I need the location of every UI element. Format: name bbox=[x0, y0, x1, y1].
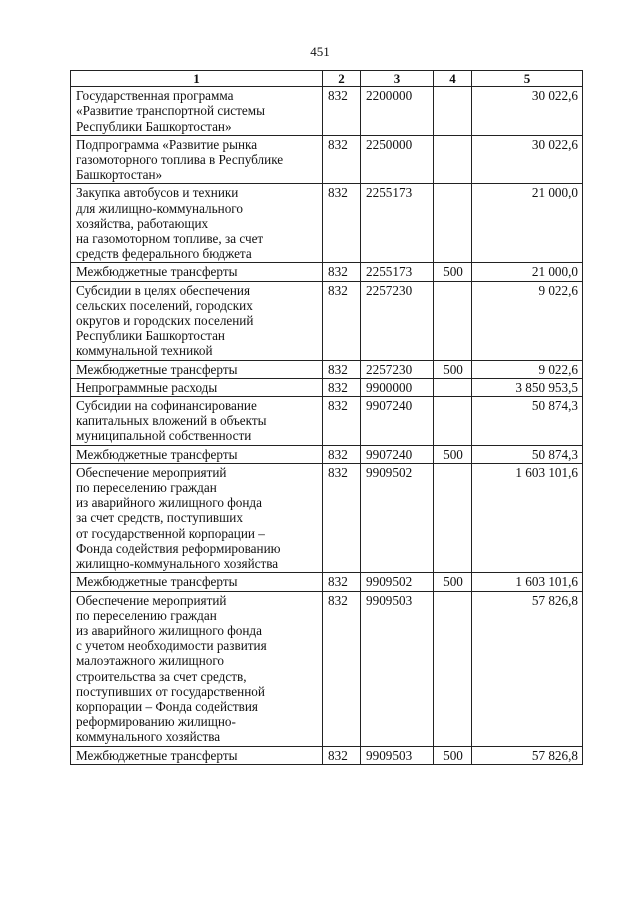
row-code-cell: 832 bbox=[323, 135, 361, 184]
row-target-item-cell: 9909503 bbox=[361, 746, 434, 764]
row-amount-cell: 30 022,6 bbox=[472, 87, 583, 136]
row-target-item-cell: 2250000 bbox=[361, 135, 434, 184]
row-code-cell: 832 bbox=[323, 573, 361, 591]
row-name-cell: Непрограммные расходы bbox=[71, 378, 323, 396]
table-row bbox=[71, 397, 583, 446]
row-expense-type-cell bbox=[434, 281, 472, 360]
row-name-cell: Обеспечение мероприятий по переселению граждан из аварийного жилищного фонда с учетом необходимости развития малоэтажного жилищного строительства за счет средств, поступивших от государственной корпорации – Фонда содействия реформированию жилищно- коммунального хозяйства bbox=[71, 591, 323, 746]
row-target-item-cell: 2255173 bbox=[361, 184, 434, 263]
row-target-item-cell: 2200000 bbox=[361, 87, 434, 136]
row-name-cell: Подпрограмма «Развитие рынка газомоторного топлива в Республике Башкортостан» bbox=[71, 135, 323, 184]
table-row bbox=[71, 135, 583, 184]
table-row bbox=[71, 360, 583, 378]
column-header-2: 2 bbox=[323, 71, 361, 87]
row-expense-type-cell bbox=[434, 397, 472, 446]
table-row bbox=[71, 184, 583, 263]
row-name-cell: Государственная программа «Развитие транспортной системы Республики Башкортостан» bbox=[71, 87, 323, 136]
column-header-4: 4 bbox=[434, 71, 472, 87]
column-header-5: 5 bbox=[472, 71, 583, 87]
table-row bbox=[71, 378, 583, 396]
row-name-cell: Межбюджетные трансферты bbox=[71, 263, 323, 281]
row-amount-cell: 9 022,6 bbox=[472, 360, 583, 378]
row-code-cell: 832 bbox=[323, 463, 361, 572]
row-amount-cell: 30 022,6 bbox=[472, 135, 583, 184]
page-number: 451 bbox=[310, 44, 330, 59]
row-amount-cell: 50 874,3 bbox=[472, 397, 583, 446]
row-code-cell: 832 bbox=[323, 591, 361, 746]
budget-table bbox=[70, 70, 583, 765]
row-target-item-cell: 9909502 bbox=[361, 573, 434, 591]
row-expense-type-cell: 500 bbox=[434, 746, 472, 764]
row-target-item-cell: 9909503 bbox=[361, 591, 434, 746]
row-target-item-cell: 9900000 bbox=[361, 378, 434, 396]
row-target-item-cell: 9907240 bbox=[361, 445, 434, 463]
row-name-cell: Субсидии на софинансирование капитальных вложений в объекты муниципальной собственности bbox=[71, 397, 323, 446]
table-row bbox=[71, 591, 583, 746]
table-row bbox=[71, 746, 583, 764]
row-code-cell: 832 bbox=[323, 263, 361, 281]
row-name-cell: Межбюджетные трансферты bbox=[71, 445, 323, 463]
row-amount-cell: 57 826,8 bbox=[472, 591, 583, 746]
column-header-3: 3 bbox=[361, 71, 434, 87]
row-expense-type-cell bbox=[434, 87, 472, 136]
row-code-cell: 832 bbox=[323, 378, 361, 396]
row-expense-type-cell: 500 bbox=[434, 263, 472, 281]
row-amount-cell: 1 603 101,6 bbox=[472, 573, 583, 591]
row-amount-cell: 57 826,8 bbox=[472, 746, 583, 764]
table-header-row bbox=[71, 71, 583, 87]
row-expense-type-cell bbox=[434, 378, 472, 396]
row-name-cell: Закупка автобусов и техники для жилищно-коммунального хозяйства, работающих на газомоторном топливе, за счет средств федерального бюджета bbox=[71, 184, 323, 263]
row-target-item-cell: 9907240 bbox=[361, 397, 434, 446]
table-row bbox=[71, 281, 583, 360]
table-row bbox=[71, 463, 583, 572]
row-name-cell: Субсидии в целях обеспечения сельских поселений, городских округов и городских поселений Республики Башкортостан коммунальной техникой bbox=[71, 281, 323, 360]
row-name-cell: Межбюджетные трансферты bbox=[71, 746, 323, 764]
column-header-1: 1 bbox=[71, 71, 323, 87]
row-name-cell: Обеспечение мероприятий по переселению граждан из аварийного жилищного фонда за счет средств, поступивших от государственной корпорации – Фонда содействия реформированию жилищно-коммунального хозяйства bbox=[71, 463, 323, 572]
row-expense-type-cell bbox=[434, 591, 472, 746]
row-expense-type-cell bbox=[434, 463, 472, 572]
table-body bbox=[71, 87, 583, 765]
row-expense-type-cell: 500 bbox=[434, 573, 472, 591]
row-amount-cell: 50 874,3 bbox=[472, 445, 583, 463]
row-target-item-cell: 9909502 bbox=[361, 463, 434, 572]
row-expense-type-cell: 500 bbox=[434, 445, 472, 463]
row-amount-cell: 1 603 101,6 bbox=[472, 463, 583, 572]
table-row bbox=[71, 573, 583, 591]
row-code-cell: 832 bbox=[323, 184, 361, 263]
row-amount-cell: 3 850 953,5 bbox=[472, 378, 583, 396]
row-target-item-cell: 2257230 bbox=[361, 360, 434, 378]
table-row bbox=[71, 445, 583, 463]
row-code-cell: 832 bbox=[323, 397, 361, 446]
row-code-cell: 832 bbox=[323, 746, 361, 764]
row-name-cell: Межбюджетные трансферты bbox=[71, 573, 323, 591]
row-amount-cell: 21 000,0 bbox=[472, 184, 583, 263]
row-expense-type-cell bbox=[434, 135, 472, 184]
row-target-item-cell: 2257230 bbox=[361, 281, 434, 360]
table-row bbox=[71, 87, 583, 136]
row-code-cell: 832 bbox=[323, 281, 361, 360]
row-expense-type-cell: 500 bbox=[434, 360, 472, 378]
row-expense-type-cell bbox=[434, 184, 472, 263]
row-target-item-cell: 2255173 bbox=[361, 263, 434, 281]
row-code-cell: 832 bbox=[323, 360, 361, 378]
table-row bbox=[71, 263, 583, 281]
row-code-cell: 832 bbox=[323, 87, 361, 136]
row-code-cell: 832 bbox=[323, 445, 361, 463]
row-amount-cell: 9 022,6 bbox=[472, 281, 583, 360]
row-amount-cell: 21 000,0 bbox=[472, 263, 583, 281]
row-name-cell: Межбюджетные трансферты bbox=[71, 360, 323, 378]
